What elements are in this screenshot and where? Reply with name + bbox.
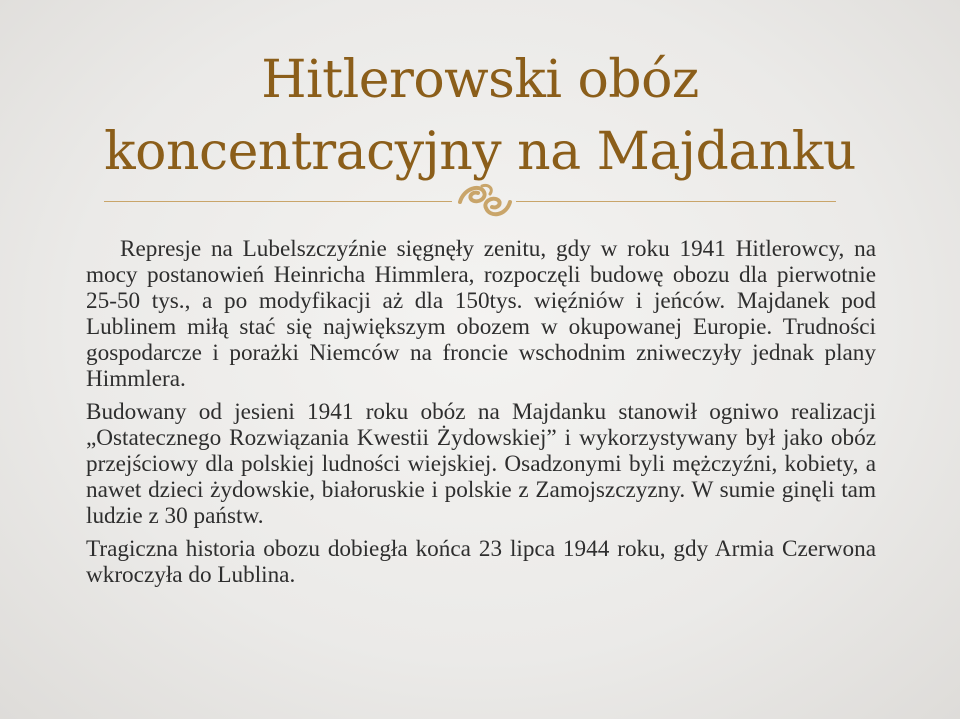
slide-body: [86, 236, 876, 595]
page-title: [60, 44, 900, 188]
divider-line-right: [516, 201, 836, 202]
title-line-1: Hitlerowski obóz: [261, 50, 699, 110]
paragraph-2: Budowany od jesieni 1941 roku obóz na Majdanku stanowił ogniwo realizacji „Ostatecznego Rozwiązania Kwestii Żydowskiej” i wykorzystywany był jako obóz przejściowy dla polskiej ludności wiejskiej. Osadzonymi byli mężczyźni, kobiety, a nawet dzieci żydowskie, białoruskie i polskie z Zamojszczyzny. W sumie ginęli tam ludzie z 30 państw.: [86, 399, 876, 529]
title-line-2: koncentracyjny na Majdanku: [104, 122, 856, 182]
divider-line-left: [104, 201, 452, 202]
paragraph-1: Represje na Lubelszczyźnie sięgnęły zenitu, gdy w roku 1941 Hitlerowcy, na mocy postanowień Heinricha Himmlera, rozpoczęli budowę obozu dla pierwotnie 25-50 tys., a po modyfikacji aż dla 150tys. więźniów i jeńców. Majdanek pod Lublinem miłą stać się największym obozem w okupowanej Europie. Trudności gospodarcze i porażki Niemców na froncie wschodnim zniweczyły jednak plany Himmlera.: [86, 236, 876, 392]
flourish-icon: [454, 178, 516, 218]
title-divider: [104, 178, 836, 218]
paragraph-3: Tragiczna historia obozu dobiegła końca 23 lipca 1944 roku, gdy Armia Czerwona wkroczyła do Lublina.: [86, 536, 876, 588]
